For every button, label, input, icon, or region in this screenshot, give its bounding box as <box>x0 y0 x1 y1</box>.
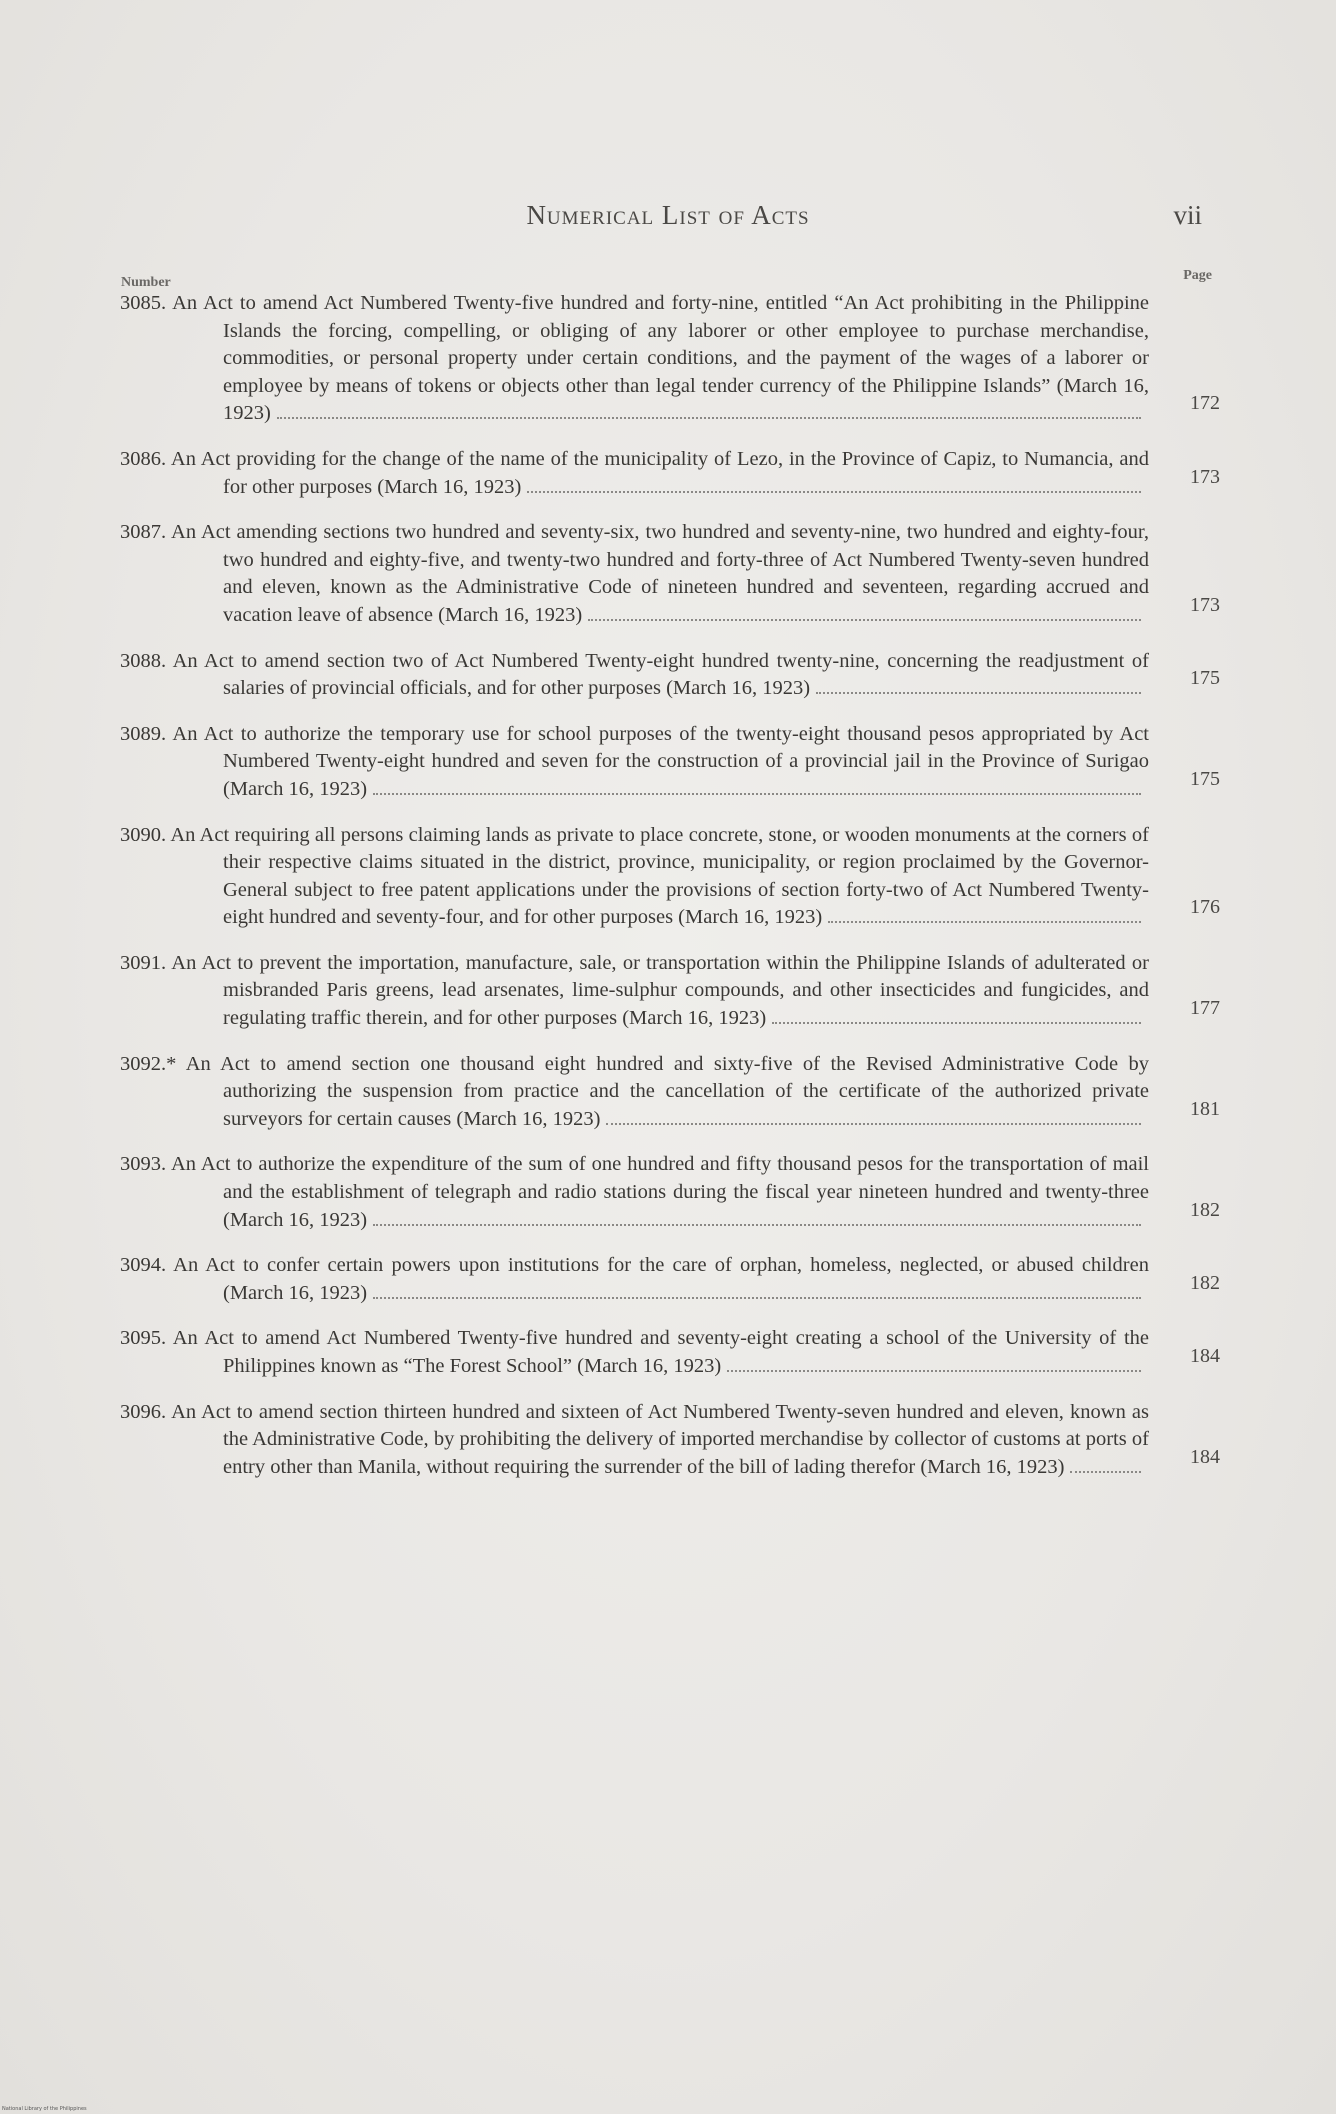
act-title: An Act providing for the change of the name of the municipality of Lezo, in the Province of Capiz, to Numancia, and for other purposes (March 16, 1923) <box>170 447 1149 498</box>
act-entry <box>0 950 1336 1033</box>
page-number: vii <box>1173 200 1202 230</box>
act-page-number: 182 <box>1190 1271 1220 1294</box>
number-column-label: Number <box>121 275 171 290</box>
act-number: 3093. <box>120 1153 167 1176</box>
act-entry-body <box>120 1325 1149 1380</box>
act-title: An Act requiring all persons claiming lands as private to place concrete, stone, or wooden monuments at the corners of their respective claims situated in the district, province, municipality, or region proclaimed by the Governor-General subject to free patent applications under the provisions of section forty-two of Act Numbered Twenty-eight hundred and seventy-four, and for other purposes (March 16, 1923) <box>170 823 1150 929</box>
dot-leader <box>277 417 1141 419</box>
act-page-number: 184 <box>1190 1445 1220 1468</box>
act-entry <box>0 519 1336 629</box>
act-entry <box>0 446 1336 501</box>
act-entry-body <box>120 1252 1149 1307</box>
dot-leader <box>828 921 1141 923</box>
act-title: An Act to authorize the temporary use for school purposes of the twenty-eight thousand pesos appropriated by Act Numbered Twenty-eight hundred and seven for the construction of a provincial jail in the Province of Surigao (March 16, 1923) <box>172 722 1149 800</box>
dot-leader <box>816 692 1141 694</box>
act-title: An Act to confer certain powers upon institutions for the care of orphan, homeless, neglected, or abused children (March 16, 1923) <box>173 1254 1149 1304</box>
act-entry <box>0 290 1336 428</box>
act-entry-body <box>120 1051 1150 1134</box>
act-page-number: 173 <box>1190 465 1220 488</box>
act-page-number: 177 <box>1190 997 1220 1020</box>
act-entry <box>0 721 1336 804</box>
act-entry <box>0 822 1336 932</box>
act-title: An Act to amend section one thousand eight hundred and sixty-five of the Revised Administrative Code by authorizing the suspension from practice and the cancellation of the certificate of the authorized private surveyors for certain causes (March 16, 1923) <box>185 1052 1150 1130</box>
act-page-number: 184 <box>1190 1345 1220 1367</box>
act-title: An Act amending sections two hundred and seventy-six, two hundred and seventy-nine, two hundred and eighty-four, two hundred and eighty-five, and twenty-two hundred and forty-three of Act Numbered Twenty-seven hundred and eleven, known as the Administrative Code of nineteen hundred and seventeen, regarding accrued and vacation leave of absence (March 16, 1923) <box>171 521 1149 626</box>
act-title: An Act to amend Act Numbered Twenty-five hundred and forty-nine, entitled “An Act prohibiting in the Philippine Islands the forcing, compelling, or obliging of any laborer or other employee to purchase merchandise, commodities, or personal property under certain conditions, and the payment of the wages of a laborer or employee by means of tokens or objects other than legal tender currency of the Philippine Islands” (March 16, 1923) <box>172 292 1149 425</box>
act-entry-body <box>120 446 1149 501</box>
act-title: An Act to amend section two of Act Numbered Twenty-eight hundred twenty-nine, concerning the readjustment of salaries of provincial officials, and for other purposes (March 16, 1923) <box>172 649 1149 700</box>
act-entry-body <box>120 1151 1150 1234</box>
page-column-label: Page <box>1183 268 1212 283</box>
act-number: 3087. <box>120 521 167 544</box>
act-number: 3086. <box>120 447 167 470</box>
scan-footer-mark: National Library of the Philippines <box>2 2106 87 2112</box>
act-number: 3085. <box>120 292 167 314</box>
act-entry-body <box>120 822 1150 932</box>
act-number: 3090. <box>120 823 167 846</box>
act-number: 3095. <box>120 1327 167 1350</box>
act-entry-body <box>120 950 1149 1033</box>
act-page-number: 181 <box>1190 1097 1220 1120</box>
running-title: Numerical List of Acts <box>526 200 810 230</box>
act-page-number: 173 <box>1190 593 1220 616</box>
act-page-number: 182 <box>1190 1198 1220 1221</box>
act-entry-body <box>120 519 1149 629</box>
act-entry-body <box>120 648 1149 703</box>
act-entry <box>0 1325 1336 1380</box>
act-number: 3092.* <box>120 1052 177 1075</box>
act-page-number: 175 <box>1190 667 1220 690</box>
act-number: 3091. <box>120 951 167 974</box>
dot-leader <box>373 1224 1141 1226</box>
act-title: An Act to amend section thirteen hundred and sixteen of Act Numbered Twenty-seven hundred and eleven, known as the Administrative Code, by prohibiting the delivery of imported merchandise by collector of customs at ports of entry other than Manila, without requiring the surrender of the bill of lading therefor (March 16, 1923) <box>171 1400 1149 1478</box>
page-header <box>0 200 1336 240</box>
dot-leader <box>588 619 1141 621</box>
act-page-number: 172 <box>1190 392 1220 415</box>
act-entry-body <box>120 721 1149 804</box>
act-entry <box>0 1399 1336 1482</box>
act-entry <box>0 1151 1336 1234</box>
act-entry <box>0 648 1336 703</box>
act-number: 3094. <box>120 1254 167 1277</box>
act-number: 3089. <box>120 722 167 745</box>
act-title: An Act to prevent the importation, manufacture, sale, or transportation within the Philippine Islands of adulterated or misbranded Paris greens, lead arsenates, lime-sulphur compounds, and other insecticides and fungicides, and regulating traffic therein, and for other purposes (March 16, 1923) <box>171 951 1149 1030</box>
dot-leader <box>527 491 1141 493</box>
act-entry-body <box>120 290 1149 428</box>
act-entry <box>0 1051 1336 1134</box>
dot-leader <box>727 1370 1141 1372</box>
dot-leader <box>772 1022 1141 1024</box>
act-entry <box>0 1252 1336 1307</box>
act-page-number: 175 <box>1190 767 1220 790</box>
dot-leader <box>606 1123 1141 1125</box>
dot-leader <box>1070 1471 1141 1473</box>
act-number: 3088. <box>120 649 167 672</box>
dot-leader <box>373 793 1141 795</box>
act-number: 3096. <box>120 1400 167 1423</box>
act-entry-body <box>120 1399 1149 1482</box>
dot-leader <box>373 1297 1141 1299</box>
acts-list <box>0 290 1336 1499</box>
act-page-number: 176 <box>1190 896 1220 919</box>
act-title: An Act to authorize the expenditure of the sum of one hundred and fifty thousand pesos for the transportation of mail and the establishment of telegraph and radio stations during the fiscal year nineteen hundred and twenty-three (March 16, 1923) <box>170 1153 1150 1231</box>
act-title: An Act to amend Act Numbered Twenty-five hundred and seventy-eight creating a school of the University of the Philippines known as “The Forest School” (March 16, 1923) <box>172 1327 1149 1377</box>
